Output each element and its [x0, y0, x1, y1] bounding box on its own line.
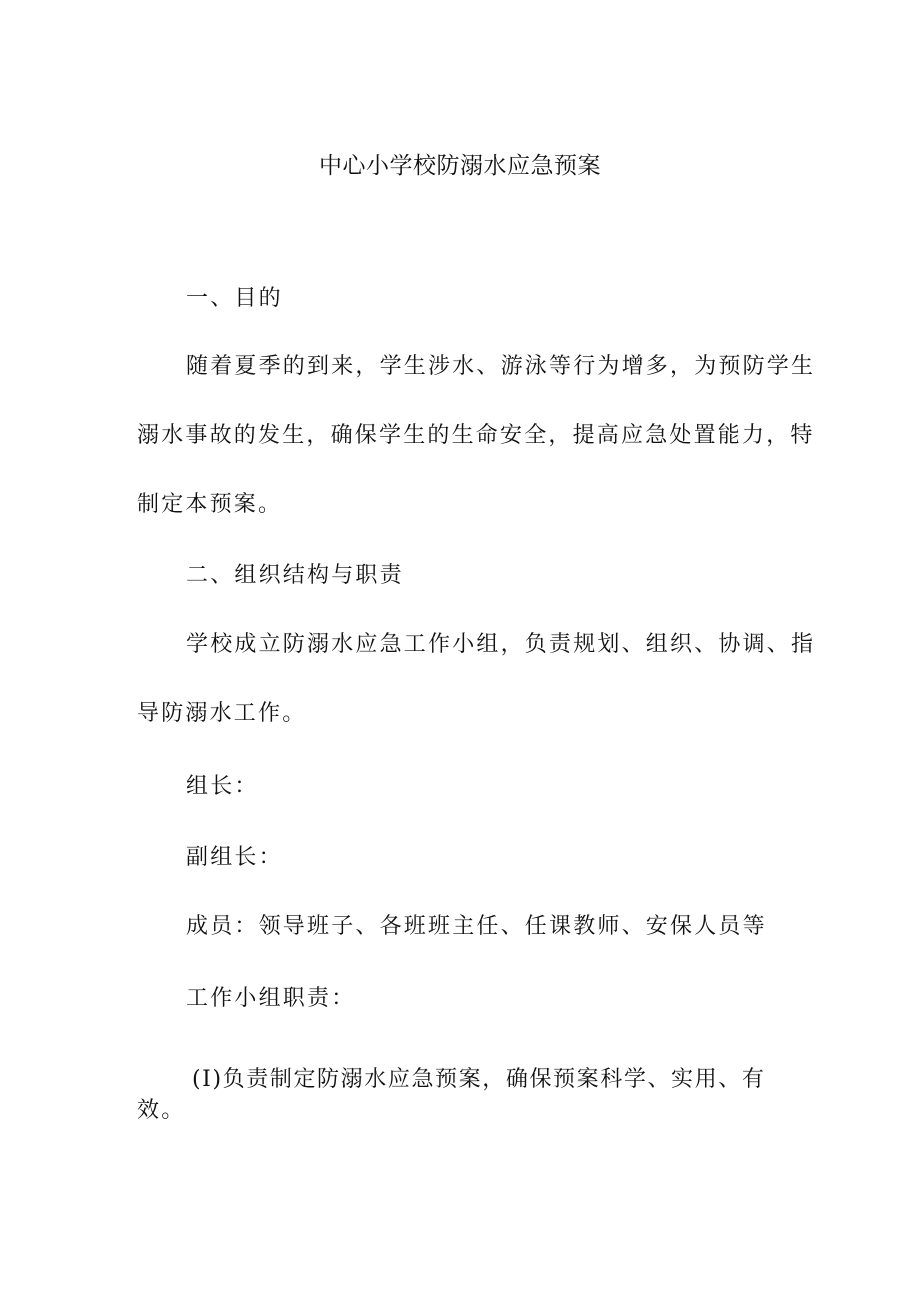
section-heading-organization: 二、组织结构与职责 — [186, 563, 404, 588]
paragraph-line: 制定本预案。 — [137, 492, 283, 517]
paragraph-line: 溺水事故的发生，确保学生的生命安全，提高应急处置能力，特 — [137, 423, 815, 448]
deputy-leader-line: 副组长： — [186, 845, 283, 870]
paragraph-line: 随着夏季的到来，学生涉水、游泳等行为增多，为预防学生 — [186, 354, 816, 379]
section-heading-purpose: 一、目的 — [186, 286, 283, 311]
members-line: 成员：领导班子、各班班主任、任课教师、安保人员等 — [186, 914, 767, 939]
duty-item: (I)负责制定防溺水应急预案，确保预案科学、实用、有 — [192, 1067, 766, 1092]
duties-heading: 工作小组职责： — [186, 986, 356, 1011]
paragraph-line: 导防溺水工作。 — [137, 701, 307, 726]
group-leader-line: 组长： — [186, 774, 259, 799]
paragraph-line: 学校成立防溺水应急工作小组，负责规划、组织、协调、指 — [186, 632, 816, 657]
document-title: 中心小学校防溺水应急预案 — [319, 153, 601, 179]
paragraph-line: 效。 — [137, 1098, 186, 1123]
